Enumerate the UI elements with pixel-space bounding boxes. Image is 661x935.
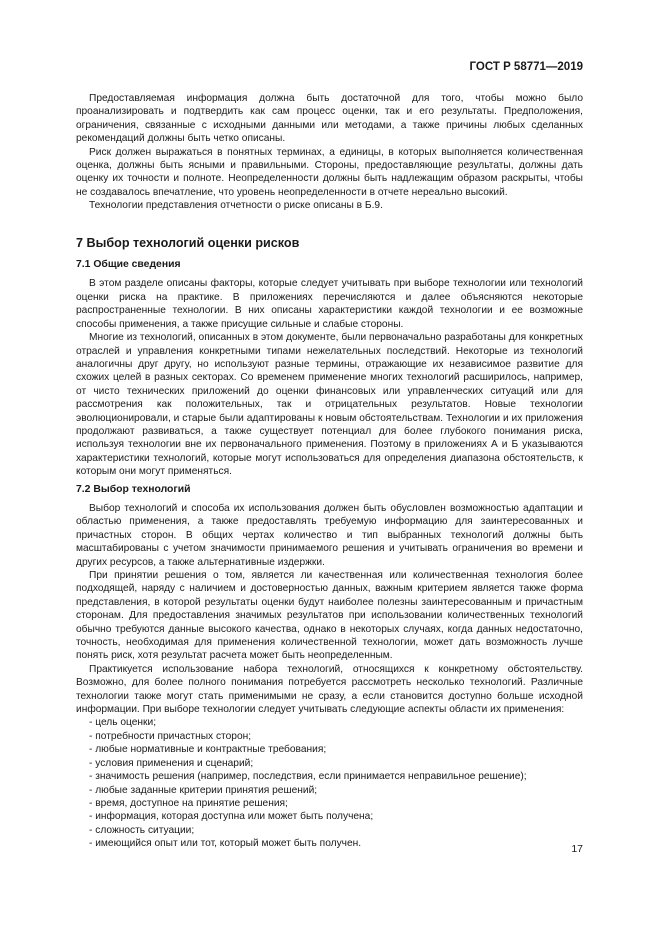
section-7-2-paragraph-2: При принятии решения о том, является ли качественная или количественная технология более подходящей, наряду с наличием и достоверностью данных, важным критерием является также форма представления, в которой результаты оценки будут наиболее полезны заинтересованным и причастным сторонам. Для предоставления значимых результатов при использовании количественных технологий обычно требуются данные высокого качества, однако в некоторых случаях, когда данных недостаточно, точность, необходимая для применения количественной технологии, может дать возможность лучше понять риск, хотя результат расчета может быть неопределенным. bbox=[76, 570, 583, 662]
list-item: - имеющийся опыт или тот, который может быть получен. bbox=[76, 837, 583, 850]
section-7-heading: 7 Выбор технологий оценки рисков bbox=[76, 235, 300, 250]
section-7-2-heading: 7.2 Выбор технологий bbox=[76, 483, 191, 495]
list-item: - информация, которая доступна или может быть получена; bbox=[76, 810, 583, 823]
page-number: 17 bbox=[571, 843, 583, 855]
intro-paragraph-2: Риск должен выражаться в понятных терминах, а единицы, в которых выполняется количественная оценка, должны быть ясными и правильными. Стороны, предоставляющие результаты, должны дать оценку их точности и полноте. Неопределенности должны быть надлежащим образом раскрыты, чтобы не создавалось впечатление, что уровень неопределенности в отчете нереально высокий. bbox=[76, 146, 583, 198]
list-item: - цель оценки; bbox=[76, 716, 583, 729]
list-item: - условия применения и сценарий; bbox=[76, 757, 583, 770]
intro-paragraph-1: Предоставляемая информация должна быть достаточной для того, чтобы можно было проанализировать и подтвердить как сам процесс оценки, так и его результаты. Предположения, ограничения, связанные с исходными данными или методами, а также причины любых сделанных рекомендаций должны быть четко описаны. bbox=[76, 93, 583, 145]
section-7-1-paragraph-1: В этом разделе описаны факторы, которые следует учитывать при выборе технологии или технологий оценки риска на практике. В приложениях перечисляются и далее объясняются некоторые распространенные технологии. В них описаны характеристики каждой технологии и ее возможные способы применения, а также присущие сильные и слабые стороны. bbox=[76, 278, 583, 330]
section-7-1-paragraph-2: Многие из технологий, описанных в этом документе, были первоначально разработаны для конкретных отраслей и управления конкретными типами нежелательных последствий. Некоторые из технологий аналогичны друг другу, но используют разные термины, отражающие их независимое развитие для схожих целей в разных секторах. Со временем применение многих технологий расширилось, например, от чисто технических приложений до оценки финансовых или управленческих ситуаций или для рассмотрения как положительных, так и отрицательных результатов. Новые технологии эволюционировали, и старые были адаптированы к новым обстоятельствам. Технологии и их приложения продолжают развиваться, а также существует потенциал для более глубокого понимания риска, используя технологии вне их первоначального применения. Поэтому в приложениях А и Б указываются характеристики технологий, которые могут использоваться для определения диапазона обстоятельств, к которым они могут применяться. bbox=[76, 332, 583, 478]
list-item: - время, доступное на принятие решения; bbox=[76, 797, 583, 810]
list-item: - значимость решения (например, последствия, если принимается неправильное решение); bbox=[76, 770, 583, 783]
section-7-1-heading: 7.1 Общие сведения bbox=[76, 259, 181, 271]
section-7-2-paragraph-3: Практикуется использование набора технологий, относящихся к конкретному обстоятельству. Возможно, для более полного понимания потребуется рассмотреть несколько технологий. Различные технологии также могут стать применимыми не сразу, а если становится доступно больше исходной информации. При выборе технологии следует учитывать следующие аспекты области их применения: bbox=[76, 663, 583, 716]
list-item: - любые нормативные и контрактные требования; bbox=[76, 743, 583, 756]
intro-paragraph-3: Технологии представления отчетности о риске описаны в Б.9. bbox=[89, 200, 383, 212]
aspects-list bbox=[76, 716, 583, 850]
list-item: - сложность ситуации; bbox=[76, 824, 583, 837]
section-7-2-paragraph-1: Выбор технологий и способа их использования должен быть обусловлен возможностью адаптации и областью применения, а также предоставлять требуемую информацию для заинтересованных и причастных сторон. В общих чертах количество и тип выбранных технологий должны быть масштабированы с учетом значимости принимаемого решения и учитывать ограничения во времени и других ресурсов, а также альтернативные издержки. bbox=[76, 502, 583, 568]
page-content bbox=[76, 92, 583, 851]
list-item: - потребности причастных сторон; bbox=[76, 730, 583, 743]
list-item: - любые заданные критерии принятия решений; bbox=[76, 784, 583, 797]
standard-header: ГОСТ Р 58771—2019 bbox=[469, 61, 583, 73]
